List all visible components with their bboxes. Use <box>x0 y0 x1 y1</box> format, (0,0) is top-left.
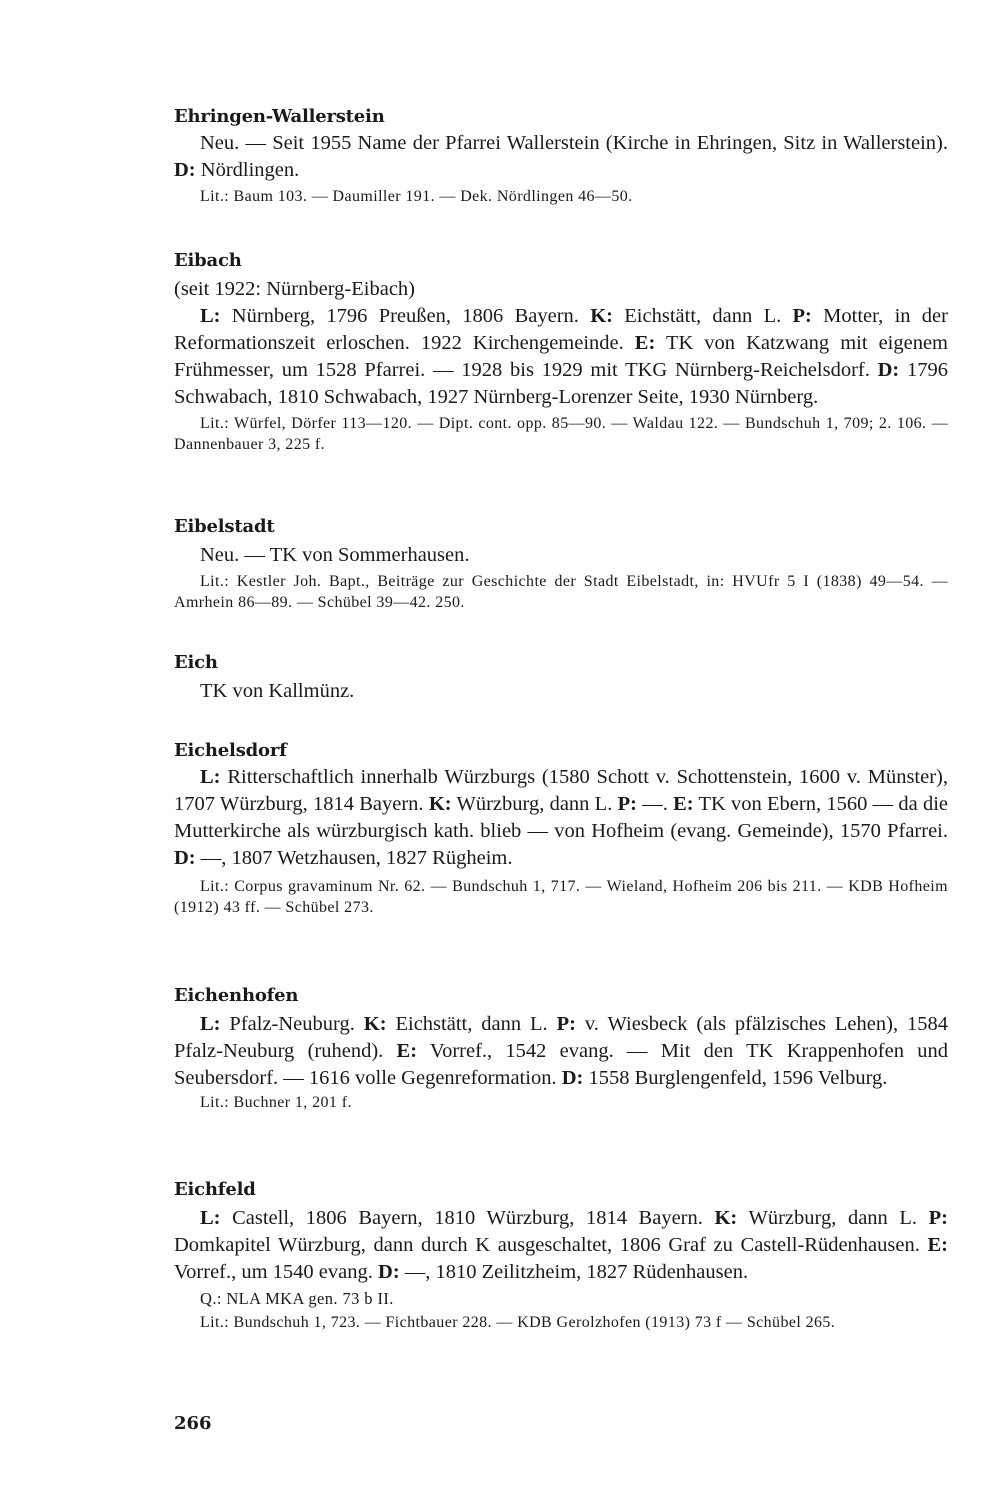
entry-body: L: Castell, 1806 Bayern, 1810 Würzburg, 1814 Bayern. K: Würzburg, dann L. P: Domkapitel Würzburg, dann durch K ausgeschaltet, 1806 Graf zu Castell-Rüdenhausen. E: Vorref., um 1540 evang. D: —, 1810 Zeilitzheim, 1827 Rüdenhausen. <box>174 1207 948 1283</box>
entry-literature: Lit.: Baum 103. — Daumiller 191. — Dek. Nördlingen 46—50. <box>200 188 633 205</box>
entry-body: Neu. — TK von Sommerhausen. <box>200 544 470 566</box>
field-label: P: <box>556 1013 576 1035</box>
entry-heading: Ehringen-Wallerstein <box>174 106 385 127</box>
entry-heading: Eichenhofen <box>174 985 299 1006</box>
field-label: K: <box>590 305 613 327</box>
field-label: L: <box>200 1207 221 1229</box>
entry-eichfeld <box>174 1177 948 1333</box>
field-label: L: <box>200 1013 221 1035</box>
entry-eibelstadt <box>174 514 948 613</box>
entry-eichenhofen <box>174 983 948 1113</box>
entry-heading: Eibach <box>174 250 242 271</box>
field-label: P: <box>617 793 637 815</box>
entry-heading: Eich <box>174 652 218 673</box>
page-number: 266 <box>174 1413 212 1434</box>
entry-body: L: Nürnberg, 1796 Preußen, 1806 Bayern. K: Eichstätt, dann L. P: Motter, in der Reformationszeit erloschen. 1922 Kirchengemeinde. E: TK von Katzwang mit eigenem Frühmesser, um 1528 Pfarrei. — 1928 bis 1929 mit TKG Nürnberg-Reichelsdorf. D: 1796 Schwabach, 1810 Schwabach, 1927 Nürnberg-Lorenzer Seite, 1930 Nürnberg. <box>174 305 949 408</box>
field-label: E: <box>634 332 656 354</box>
field-label: L: <box>200 766 221 788</box>
entry-sources: Q.: NLA MKA gen. 73 b II. <box>200 1289 394 1308</box>
field-label: L: <box>200 305 221 327</box>
field-label: D: <box>378 1261 400 1283</box>
field-label: P: <box>928 1207 948 1229</box>
entry-heading: Eichelsdorf <box>174 740 287 761</box>
entry-eich <box>174 650 948 705</box>
field-label: D: <box>877 359 900 381</box>
entry-body: Neu. — Seit 1955 Name der Pfarrei Wallerstein (Kirche in Ehringen, Sitz in Wallerstein). D: Nördlingen. <box>174 132 948 181</box>
entry-body: L: Pfalz-Neuburg. K: Eichstätt, dann L. P: v. Wiesbeck (als pfälzisches Lehen), 1584 Pfalz-Neuburg (ruhend). E: Vorref., 1542 evang. — Mit den TK Krappenhofen und Seubersdorf. — 1616 volle Gegenreformation. D: 1558 Burglengenfeld, 1596 Velburg. <box>174 1013 949 1089</box>
entry-eichelsdorf <box>174 738 948 918</box>
entry-body: TK von Kallmünz. <box>200 680 355 702</box>
entry-ehringen-wallerstein <box>174 104 948 207</box>
field-label: D: <box>174 847 196 869</box>
entry-literature: Lit.: Würfel, Dörfer 113—120. — Dipt. cont. opp. 85—90. — Waldau 122. — Bundschuh 1, 709; 2. 106. — Dannenbauer 3, 225 f. <box>174 415 948 453</box>
field-label: E: <box>673 793 694 815</box>
entry-heading: Eichfeld <box>174 1179 256 1200</box>
field-label: K: <box>363 1013 387 1035</box>
field-label: E: <box>927 1234 948 1256</box>
entry-literature: Lit.: Buchner 1, 201 f. <box>200 1094 352 1111</box>
entry-body: L: Ritterschaftlich innerhalb Würzburgs (1580 Schott v. Schottenstein, 1600 v. Münster), 1707 Würzburg, 1814 Bayern. K: Würzburg, dann L. P: —. E: TK von Ebern, 1560 — da die Mutterkirche als würzburgisch kath. blieb — von Hofheim (evang. Gemeinde), 1570 Pfarrei. D: —, 1807 Wetzhausen, 1827 Rügheim. <box>174 766 948 869</box>
entry-literature: Lit.: Bundschuh 1, 723. — Fichtbauer 228. — KDB Gerolzhofen (1913) 73 f — Schübel 265. <box>200 1314 836 1331</box>
entry-literature: Lit.: Kestler Joh. Bapt., Beiträge zur Geschichte der Stadt Eibelstadt, in: HVUfr 5 I (1838) 49—54. — Amrhein 86—89. — Schübel 39—42. 250. <box>174 573 948 611</box>
field-label: K: <box>428 793 452 815</box>
field-label: E: <box>396 1040 418 1062</box>
entry-subtitle: (seit 1922: Nürnberg-Eibach) <box>174 278 415 300</box>
entry-literature: Lit.: Corpus gravaminum Nr. 62. — Bundschuh 1, 717. — Wieland, Hofheim 206 bis 211. — KDB Hofheim (1912) 43 ff. — Schübel 273. <box>174 878 948 916</box>
field-label: K: <box>714 1207 738 1229</box>
field-label: D: <box>561 1067 584 1089</box>
field-label: D: <box>174 159 196 181</box>
field-label: P: <box>792 305 812 327</box>
entry-eibach <box>174 248 948 455</box>
entry-heading: Eibelstadt <box>174 516 275 537</box>
